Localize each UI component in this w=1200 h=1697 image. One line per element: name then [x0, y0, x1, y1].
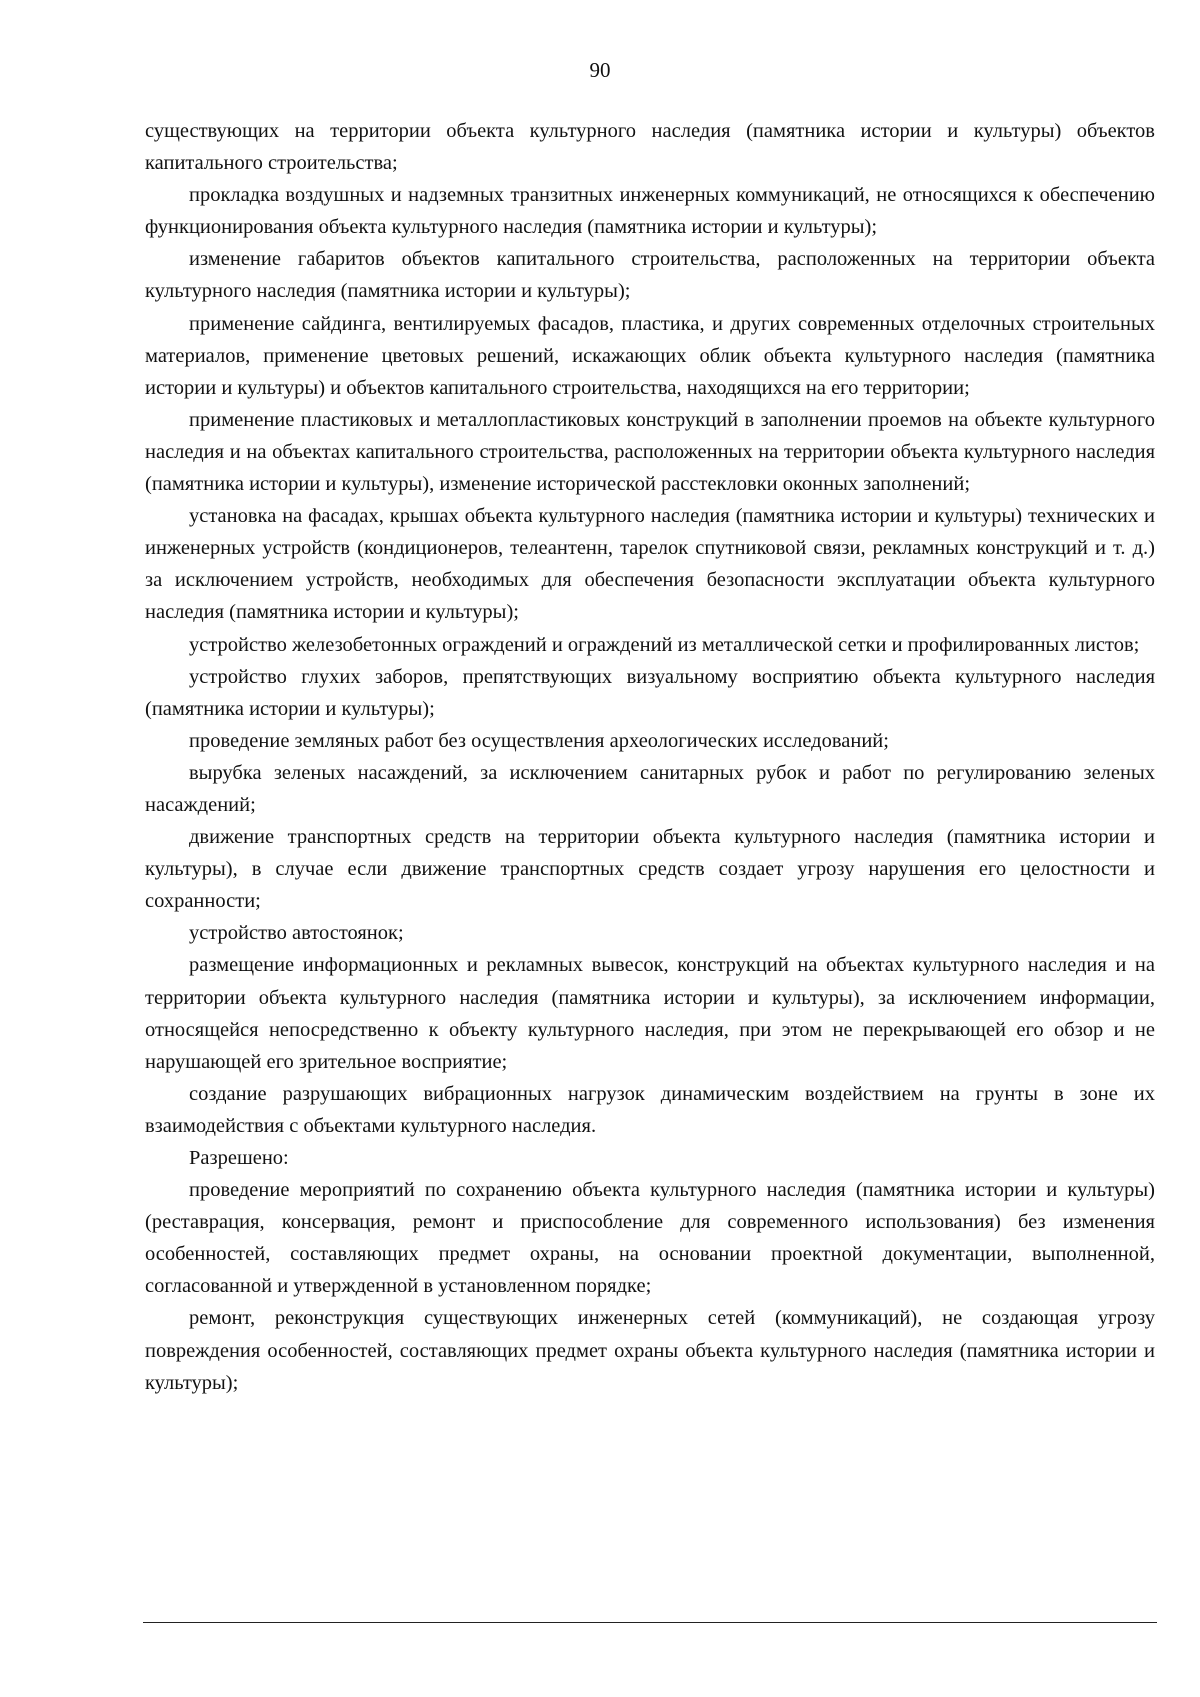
- paragraph: ремонт, реконструкция существующих инженерных сетей (коммуникаций), не создающая угрозу повреждения особенностей, составляющих предмет охраны объекта культурного наследия (памятника истории и культуры);: [145, 1307, 1155, 1394]
- paragraph: существующих на территории объекта культурного наследия (памятника истории и культуры) объектов капитального строительства;: [145, 120, 1155, 175]
- paragraph: устройство железобетонных ограждений и ограждений из металлической сетки и профилированных листов;: [189, 633, 1140, 656]
- paragraph: установка на фасадах, крышах объекта культурного наследия (памятника истории и культуры) технических и инженерных устройств (кондиционеров, телеантенн, тарелок спутниковой связи, рекламных конструкций и т. д.) за исключением устройств, необходимых для обеспечения безопасности эксплуатации объекта культурного наследия (памятника истории и культуры);: [145, 505, 1155, 624]
- paragraph: создание разрушающих вибрационных нагрузок динамическим воздействием на грунты в зоне их взаимодействия с объектами культурного наследия.: [145, 1082, 1155, 1137]
- paragraph: движение транспортных средств на территории объекта культурного наследия (памятника истории и культуры), в случае если движение транспортных средств создает угрозу нарушения его целостности и сохранности;: [145, 826, 1155, 913]
- page-number: 90: [589, 58, 611, 82]
- paragraph: проведение земляных работ без осуществления археологических исследований;: [189, 729, 889, 752]
- paragraph: прокладка воздушных и надземных транзитных инженерных коммуникаций, не относящихся к обеспечению функционирования объекта культурного наследия (памятника истории и культуры);: [145, 184, 1155, 239]
- paragraph: размещение информационных и рекламных вывесок, конструкций на объектах культурного наследия и на территории объекта культурного наследия (памятника истории и культуры), за исключением информации, относящейся непосредственно к объекту культурного наследия, при этом не перекрывающей его обзор и не нарушающей его зрительное восприятие;: [145, 954, 1155, 1073]
- bottom-divider: [143, 1622, 1157, 1623]
- paragraph: проведение мероприятий по сохранению объекта культурного наследия (памятника истории и культуры) (реставрация, консервация, ремонт и приспособление для современного использования) без изменения особенностей, составляющих предмет охраны, на основании проектной документации, выполненной, согласованной и утвержденной в установленном порядке;: [145, 1179, 1155, 1298]
- paragraph: применение сайдинга, вентилируемых фасадов, пластика, и других современных отделочных строительных материалов, применение цветовых решений, искажающих облик объекта культурного наследия (памятника истории и культуры) и объектов капитального строительства, находящихся на его территории;: [145, 312, 1155, 399]
- paragraph: устройство глухих заборов, препятствующих визуальному восприятию объекта культурного наследия (памятника истории и культуры);: [145, 665, 1155, 720]
- paragraph: применение пластиковых и металлопластиковых конструкций в заполнении проемов на объекте культурного наследия и на объектах капитального строительства, расположенных на территории объекта культурного наследия (памятника истории и культуры), изменение исторической расстекловки оконных заполнений;: [145, 408, 1155, 496]
- paragraph: вырубка зеленых насаждений, за исключением санитарных рубок и работ по регулированию зеленых насаждений;: [145, 761, 1155, 816]
- paragraph: устройство автостоянок;: [189, 922, 404, 945]
- section-heading-allowed: Разрешено:: [189, 1147, 289, 1169]
- paragraph: изменение габаритов объектов капитального строительства, расположенных на территории объекта культурного наследия (памятника истории и культуры);: [145, 248, 1155, 303]
- document-body: [145, 115, 1155, 1399]
